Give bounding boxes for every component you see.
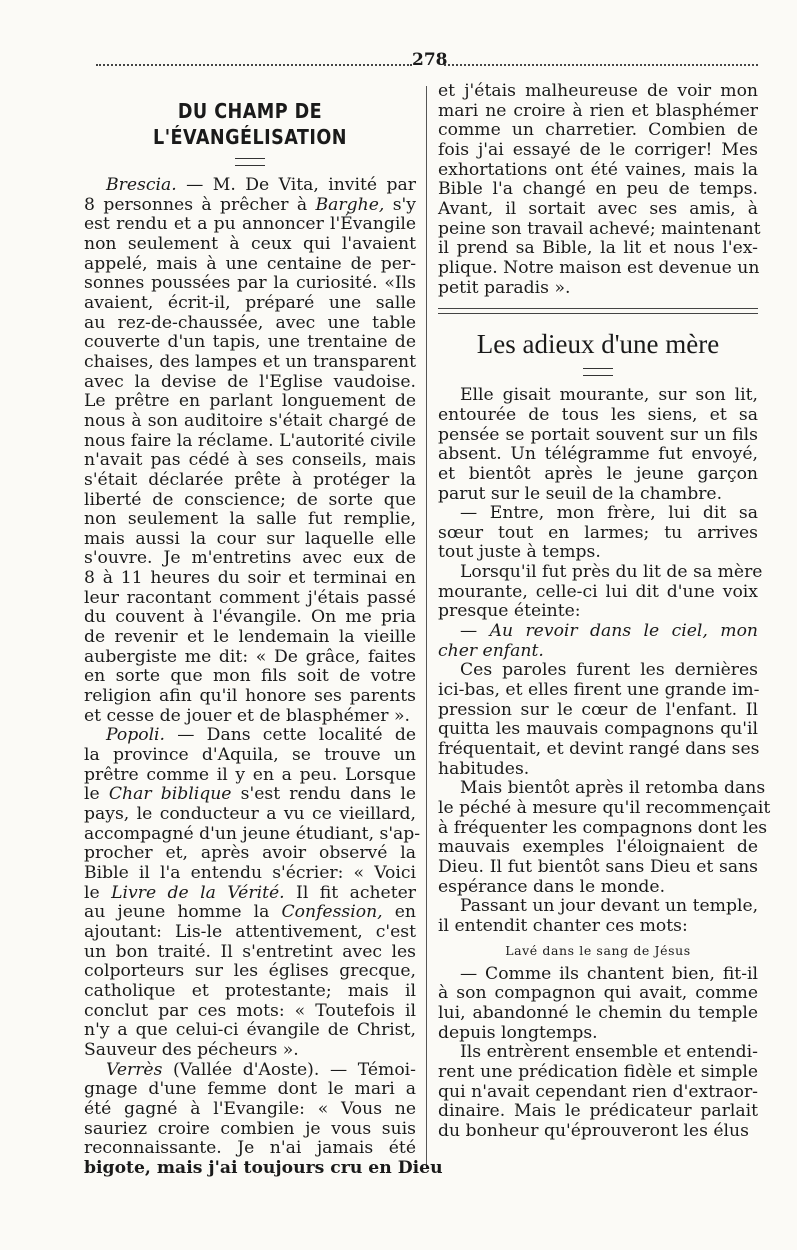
text-run: leur racontant comment j'étais passé bbox=[84, 587, 416, 608]
text-line bbox=[84, 943, 416, 963]
text-run: ajoutant: Lis-le attentivement, c'est bbox=[84, 921, 416, 942]
text-run: mauvais exemples l'éloignaient de bbox=[438, 837, 758, 858]
text-line bbox=[84, 569, 416, 589]
title-ornament bbox=[235, 158, 265, 166]
text-line bbox=[438, 82, 758, 102]
text-run: quitta les mauvais compagnons qu'il bbox=[438, 719, 758, 740]
text-run: le bbox=[84, 784, 109, 805]
text-line bbox=[84, 923, 416, 943]
text-run: Sauveur des pécheurs ». bbox=[84, 1039, 299, 1060]
text-run: lui, abandonné le chemin du temple bbox=[438, 1002, 758, 1023]
text-line bbox=[84, 432, 416, 452]
text-run: le péché à mesure qu'il recommençait bbox=[438, 798, 771, 818]
text-line bbox=[438, 661, 758, 681]
text-line bbox=[84, 255, 416, 275]
text-line bbox=[84, 333, 416, 353]
text-run: entourée de tous les siens, et sa bbox=[438, 404, 758, 425]
text-line bbox=[84, 707, 416, 727]
text-run: nous faire la réclame. L'autorité civile bbox=[84, 430, 417, 451]
text-run: religion afin qu'il honore ses parents bbox=[84, 686, 416, 707]
text-line bbox=[438, 524, 758, 544]
text-line bbox=[84, 785, 416, 805]
text-line bbox=[84, 667, 416, 687]
text-line bbox=[438, 602, 758, 622]
text-line bbox=[438, 878, 758, 898]
text-line bbox=[438, 760, 758, 780]
text-line bbox=[84, 392, 416, 412]
text-line bbox=[84, 864, 416, 884]
text-run: n'avait pas cédé à ses conseils, mais bbox=[84, 450, 416, 471]
italic-run: Confession, bbox=[281, 902, 383, 923]
text-run: — Entre, mon frère, lui dit sa bbox=[460, 503, 758, 524]
text-line bbox=[84, 884, 416, 904]
text-line bbox=[84, 1080, 416, 1100]
text-line bbox=[438, 838, 758, 858]
text-run: Lorsqu'il fut près du lit de sa mère bbox=[460, 562, 763, 583]
text-run: sauriez croire combien je vous suis bbox=[84, 1118, 416, 1139]
text-run: peine son travail achevé; maintenant bbox=[438, 218, 761, 239]
text-run: s'est rendu dans le bbox=[231, 784, 416, 805]
text-line bbox=[84, 1139, 416, 1159]
text-line bbox=[84, 648, 416, 668]
text-line bbox=[438, 180, 758, 200]
text-line bbox=[438, 161, 758, 181]
text-run: non seulement la salle fut remplie, bbox=[84, 509, 416, 530]
text-run: pensée se portait souvent sur un fils bbox=[438, 424, 758, 445]
text-run: reconnaissante. Je n'ai jamais été bbox=[84, 1138, 416, 1159]
text-run: mais aussi la cour sur laquelle elle bbox=[84, 528, 416, 549]
text-run: aubergiste me dit: « De grâce, faites bbox=[84, 646, 416, 667]
italic-run: Verrès bbox=[106, 1059, 163, 1080]
text-run: Bible il l'a entendu s'écrier: « Voici bbox=[84, 862, 416, 883]
text-line bbox=[84, 844, 416, 864]
text-line bbox=[438, 1122, 758, 1142]
text-run: s'ouvre. Je m'entretins avec eux de bbox=[84, 548, 416, 569]
text-line bbox=[438, 858, 758, 878]
text-run: sœur tout en larmes; tu arrives bbox=[438, 522, 758, 543]
text-run: presque éteinte: bbox=[438, 601, 581, 622]
text-line bbox=[438, 965, 758, 985]
article-separator bbox=[438, 308, 758, 314]
text-run: 8 personnes à prêcher à bbox=[84, 194, 316, 215]
text-line bbox=[438, 583, 758, 603]
text-line bbox=[438, 798, 771, 819]
text-run: et j'étais malheureuse de voir mon bbox=[438, 81, 758, 101]
text-line bbox=[438, 239, 758, 259]
text-line bbox=[84, 903, 416, 923]
text-line bbox=[438, 984, 758, 1004]
text-line bbox=[84, 353, 416, 373]
text-line bbox=[438, 1004, 758, 1024]
text-run: du bonheur qu'éprouveront les élus bbox=[438, 1120, 749, 1141]
text-line bbox=[84, 766, 416, 786]
text-run: — Dans cette localité de bbox=[165, 725, 416, 746]
text-line bbox=[84, 510, 416, 530]
text-line bbox=[84, 628, 416, 648]
text-run: et bientôt après le jeune garçon bbox=[438, 463, 758, 484]
text-line bbox=[438, 1043, 758, 1063]
text-run: appelé, mais à une centaine de per- bbox=[84, 253, 416, 274]
text-line bbox=[84, 196, 416, 216]
text-line bbox=[438, 465, 758, 485]
text-run: Elle gisait mourante, sur son lit, bbox=[460, 385, 758, 406]
text-run: mourante, celle-ci lui dit d'une voix bbox=[438, 581, 758, 602]
text-line bbox=[84, 1061, 416, 1081]
text-run: comme un charretier. Combien de bbox=[438, 120, 758, 141]
text-run: le bbox=[84, 882, 112, 903]
text-run: au jeune homme la bbox=[84, 902, 282, 923]
text-line bbox=[84, 962, 416, 982]
text-line bbox=[438, 701, 758, 721]
text-run: non seulement à ceux qui l'avaient bbox=[84, 233, 416, 254]
text-line bbox=[84, 1041, 416, 1061]
column-separator bbox=[426, 86, 427, 1166]
text-run: de revenir et le lendemain la vieille bbox=[84, 627, 416, 648]
title-ornament bbox=[583, 368, 613, 376]
text-line bbox=[438, 504, 758, 524]
text-run: procher et, après avoir observé la bbox=[84, 843, 416, 864]
text-run: en sorte que mon fils soit de votre bbox=[84, 666, 416, 687]
text-line bbox=[438, 642, 758, 662]
text-line bbox=[438, 543, 758, 563]
text-run: en bbox=[382, 902, 416, 923]
text-run: Passant un jour devant un temple, bbox=[460, 896, 759, 917]
text-line bbox=[84, 215, 416, 235]
text-line bbox=[438, 121, 758, 141]
text-line bbox=[84, 314, 416, 334]
text-run: avaient, écrit-il, préparé une salle bbox=[84, 292, 416, 313]
text-run: qui n'avait cependant rien d'extraor- bbox=[438, 1081, 758, 1102]
left-column bbox=[84, 82, 443, 1178]
text-run: à fréquenter les compagnons dont les bbox=[438, 817, 768, 838]
text-run: petit paradis ». bbox=[438, 277, 571, 298]
text-run: parut sur le seuil de la chambre. bbox=[438, 483, 723, 504]
text-run: rent une prédication fidèle et simple bbox=[438, 1061, 758, 1082]
text-run: catholique et protestante; mais il bbox=[84, 980, 416, 1001]
italic-run: Livre de la Vérité. bbox=[111, 882, 285, 903]
text-run: colporteurs sur les églises grecque, bbox=[84, 961, 416, 982]
text-line bbox=[84, 1100, 416, 1120]
article-text-continued bbox=[438, 965, 758, 1142]
text-line bbox=[438, 1063, 758, 1083]
text-line bbox=[438, 1083, 758, 1103]
text-line bbox=[84, 608, 416, 628]
text-line bbox=[438, 897, 758, 917]
text-line bbox=[438, 917, 758, 937]
text-run: pays, le conducteur a vu ce vieillard, bbox=[84, 804, 416, 824]
text-line bbox=[438, 426, 758, 446]
italic-run: Popoli. bbox=[106, 725, 166, 746]
text-run: conclut par ces mots: « Toutefois il bbox=[84, 1000, 416, 1021]
text-run: 8 à 11 heures du soir et terminai en bbox=[84, 568, 416, 589]
header-rule-left bbox=[96, 64, 412, 66]
section-title: DU CHAMP DE L'ÉVANGÉLISATION bbox=[153, 99, 347, 149]
text-run: il prend sa Bible, la lit et nous l'ex- bbox=[438, 238, 758, 259]
text-line bbox=[84, 235, 416, 255]
text-run: un bon traité. Il s'entretint avec les bbox=[84, 941, 416, 962]
text-run: gnage d'une femme dont le mari a bbox=[84, 1079, 416, 1100]
text-line bbox=[84, 491, 416, 511]
text-line bbox=[438, 200, 758, 220]
text-line bbox=[84, 294, 416, 314]
page-header bbox=[96, 50, 758, 76]
header-rule-right bbox=[444, 64, 758, 66]
continued-text bbox=[438, 81, 761, 298]
text-line bbox=[84, 746, 416, 766]
text-line bbox=[438, 1024, 758, 1044]
text-line bbox=[84, 1120, 416, 1140]
text-line bbox=[84, 687, 416, 707]
text-line bbox=[84, 589, 416, 609]
text-run: sonnes poussées par la curiosité. «Ils bbox=[84, 273, 416, 294]
text-line bbox=[438, 562, 763, 583]
text-run: liberté de conscience; de sorte que bbox=[84, 489, 416, 510]
italic-run: Brescia. bbox=[106, 175, 177, 195]
text-run: Le prêtre en parlant longuement de bbox=[84, 391, 416, 412]
text-line bbox=[84, 726, 416, 746]
text-line bbox=[438, 485, 758, 505]
text-line bbox=[84, 823, 421, 845]
text-line bbox=[438, 141, 758, 161]
text-run: mari ne croire à rien et blasphémer bbox=[438, 100, 758, 121]
text-line bbox=[438, 681, 758, 701]
text-run: Ces paroles furent les dernières bbox=[460, 660, 758, 681]
text-line bbox=[438, 817, 768, 839]
text-run: — M. De Vita, invité par bbox=[176, 175, 416, 195]
text-run: Mais bientôt après il retomba dans bbox=[460, 778, 766, 799]
text-run: (Vallée d'Aoste). — Témoi- bbox=[162, 1059, 416, 1080]
text-run: absent. Un télégramme fut envoyé, bbox=[438, 444, 758, 465]
text-run: prêtre comme il y en a peu. Lorsque bbox=[84, 764, 416, 785]
italic-run: cher enfant. bbox=[438, 640, 544, 661]
text-line bbox=[84, 274, 416, 294]
article-text bbox=[438, 385, 771, 936]
italic-run: Au revoir dans le ciel, mon bbox=[489, 621, 758, 642]
text-line bbox=[84, 176, 416, 196]
text-run: chaises, des lampes et un transparent bbox=[84, 351, 416, 372]
text-run: espérance dans le monde. bbox=[438, 876, 666, 897]
text-line bbox=[84, 373, 416, 393]
text-run: et cesse de jouer et de blasphémer ». bbox=[84, 705, 410, 726]
text-line bbox=[438, 445, 758, 465]
text-run: Bible l'a changé en peu de temps. bbox=[438, 179, 758, 200]
text-line bbox=[84, 805, 416, 825]
text-line bbox=[438, 720, 758, 740]
text-run: exhortations ont été vaines, mais la bbox=[438, 159, 758, 180]
text-run: à son compagnon qui avait, comme bbox=[438, 983, 758, 1004]
text-run: couverte d'un tapis, une trentaine de bbox=[84, 332, 416, 353]
italic-run: Barghe, bbox=[315, 194, 385, 215]
text-run: ici-bas, et elles firent une grande im- bbox=[438, 680, 760, 701]
left-column-text bbox=[84, 175, 443, 1178]
text-run: — Comme ils chantent bien, fit-il bbox=[460, 963, 758, 984]
text-run: — bbox=[460, 621, 490, 642]
text-run: tout juste à temps. bbox=[438, 542, 601, 563]
text-run: fréquentait, et devint rangé dans ses bbox=[438, 739, 760, 760]
text-line bbox=[84, 471, 416, 491]
text-run: n'y a que celui-ci évangile de Christ, bbox=[84, 1020, 416, 1041]
text-run: il entendit chanter ces mots: bbox=[438, 915, 688, 936]
text-line bbox=[84, 412, 416, 432]
text-run: Ils entrèrent ensemble et entendi- bbox=[460, 1042, 758, 1063]
text-line bbox=[84, 530, 416, 550]
text-line bbox=[438, 622, 758, 642]
text-line bbox=[84, 1021, 416, 1041]
text-line bbox=[438, 102, 758, 122]
text-run: plique. Notre maison est devenue un bbox=[438, 257, 760, 278]
article-title: Les adieux d'une mère bbox=[476, 329, 720, 360]
italic-run: Char biblique bbox=[108, 784, 232, 805]
text-run: dinaire. Mais le prédicateur parlait bbox=[438, 1101, 758, 1122]
text-line bbox=[438, 279, 758, 299]
text-line bbox=[84, 1157, 443, 1179]
page-number: 278 bbox=[412, 50, 448, 70]
text-run: du couvent à l'évangile. On me pria bbox=[84, 607, 416, 628]
text-line bbox=[438, 778, 766, 799]
text-run: depuis longtemps. bbox=[438, 1022, 598, 1043]
text-run: s'était déclarée prête à protéger la bbox=[84, 469, 416, 490]
text-run: accompagné d'un jeune étudiant, s'ap- bbox=[84, 823, 421, 844]
text-line bbox=[84, 451, 416, 471]
text-line bbox=[84, 549, 416, 569]
text-run: fois j'ai essayé de le corriger! Mes bbox=[438, 139, 758, 160]
text-run: habitudes. bbox=[438, 758, 530, 779]
text-run: bigote, mais j'ai toujours cru en Dieu bbox=[84, 1157, 443, 1178]
text-run: au rez-de-chaussée, avec une table bbox=[84, 312, 416, 333]
text-run: s'y bbox=[384, 194, 416, 215]
text-line bbox=[84, 982, 416, 1002]
text-run: Avant, il sortait avec ses amis, à bbox=[438, 198, 758, 219]
text-line bbox=[438, 259, 758, 279]
text-line bbox=[438, 386, 758, 406]
text-run: avec la devise de l'Eglise vaudoise. bbox=[84, 371, 416, 392]
text-run: été gagné à l'Evangile: « Vous ne bbox=[84, 1098, 416, 1119]
text-run: Il fit acheter bbox=[284, 882, 416, 903]
right-column bbox=[438, 81, 771, 1142]
text-line bbox=[438, 218, 761, 240]
text-line bbox=[84, 1002, 416, 1022]
text-run: pression sur le cœur de l'enfant. Il bbox=[438, 699, 758, 720]
text-run: nous à son auditoire s'était chargé de bbox=[84, 410, 416, 431]
text-run: est rendu et a pu annoncer l'Évangile bbox=[84, 214, 416, 235]
text-line bbox=[438, 406, 758, 426]
text-run: la province d'Aquila, se trouve un bbox=[84, 745, 416, 766]
text-line bbox=[438, 1102, 758, 1122]
hymn-caption: Lavé dans le sang de Jésus bbox=[505, 942, 691, 958]
text-run: Dieu. Il fut bientôt sans Dieu et sans bbox=[438, 856, 758, 877]
text-line bbox=[438, 740, 758, 760]
